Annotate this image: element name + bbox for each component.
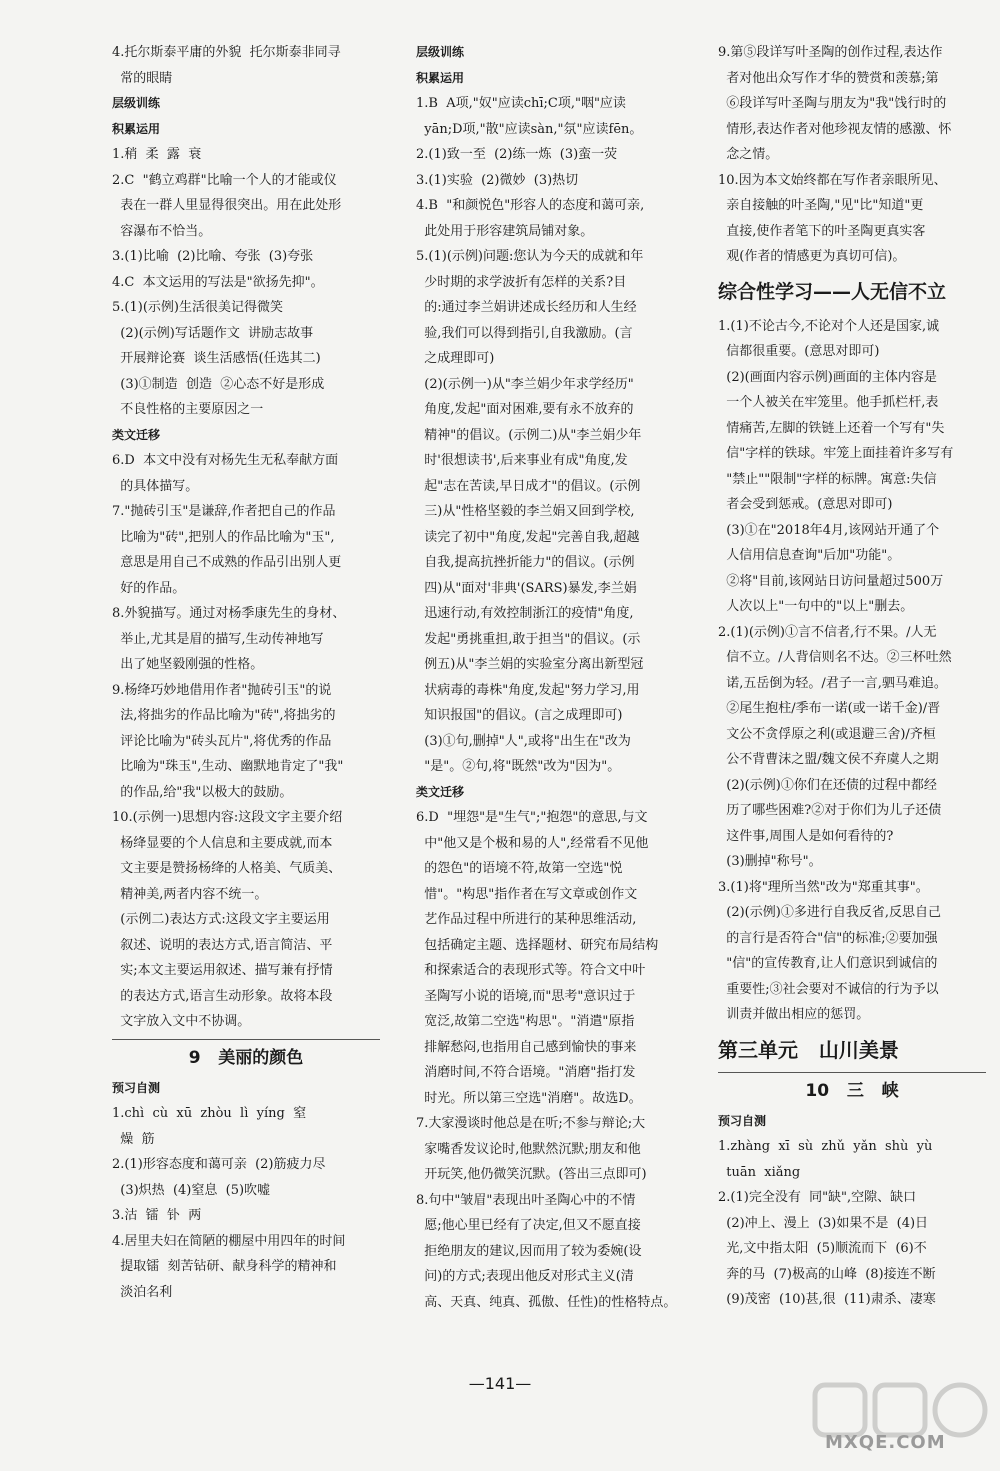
- text-line: 文主要是赞扬杨绛的人格美、气质美、: [112, 861, 342, 876]
- text-line: 例五)从"李兰娟的实验室分离出新型冠: [416, 657, 644, 672]
- text-line: 的:通过李兰娟讲述成长经历和人生经: [416, 300, 637, 315]
- text-line: ⑥段详写叶圣陶与朋友为"我"饯行时的: [718, 96, 947, 111]
- text-line: 情形,表达作者对他珍视友情的感激、怀: [718, 121, 952, 137]
- text-line: 者会受到惩戒。(意思对即可): [718, 497, 893, 512]
- text-line: 开玩笑,他仍微笑沉默。(答出三点即可): [416, 1167, 647, 1182]
- text-line: ②尾生抱柱/季布一诺(或一诺千金)/晋: [718, 701, 941, 716]
- text-line: 提取镭 刻苦钻研、献身科学的精神和: [112, 1259, 337, 1274]
- text-line: 四)从"面对'非典'(SARS)暴发,李兰娟: [416, 580, 637, 596]
- text-line: 评论比喻为"砖头瓦片",将优秀的作品: [112, 733, 332, 749]
- text-line: 信"字样的铁球。牢笼上面挂着许多写有: [718, 446, 954, 461]
- text-line: (2)(示例)①你们在还债的过程中都经: [718, 777, 937, 793]
- section-title: 综合性学习——人无信不立: [718, 280, 947, 303]
- text-line: 常的眼睛: [112, 70, 173, 86]
- text-line: "信"的宣传教育,让人们意识到诚信的: [718, 956, 938, 971]
- text-line: 4.居里夫妇在简陋的棚屋中用四年的时间: [112, 1233, 346, 1249]
- text-line: (3)删掉"称号"。: [718, 854, 822, 869]
- text-line: 包括确定主题、选择题材、研究布局结构: [416, 937, 659, 953]
- text-line: 的言行是否符合"信"的标准;②要加强: [718, 930, 938, 946]
- text-line: 问)的方式;表现出他反对形式主义(清: [416, 1269, 634, 1284]
- text-line: 的作品,给"我"以极大的鼓励。: [112, 784, 293, 800]
- text-line: 5.(1)(示例)生活很美记得微笑: [112, 300, 283, 315]
- text-line: 实;本文主要运用叙述、描写兼有抒情: [112, 963, 333, 978]
- text-line: 出了她坚毅刚强的性格。: [112, 657, 264, 672]
- text-line: 迅速行动,有效控制浙江的疫情"角度,: [416, 606, 634, 621]
- column-middle: [416, 40, 684, 1315]
- text-line: 亲自接触的叶圣陶,"见"比"知道"更: [718, 198, 924, 213]
- text-line: 7.大家漫谈时他总是在听;不参与辩论;大: [416, 1116, 646, 1131]
- text-line: 精神美,两者内容不统一。: [112, 886, 268, 902]
- text-line: 2.(1)形容态度和蔼可亲 (2)筋疲力尽: [112, 1157, 326, 1172]
- text-line: 这件事,周围人是如何看待的?: [718, 828, 894, 844]
- text-line: "禁止""限制"字样的标牌。寓意:失信: [718, 471, 937, 487]
- text-line: 比喻为"砖",把别人的作品比喻为"玉",: [112, 529, 335, 545]
- text-line: 3.(1)比喻 (2)比喻、夸张 (3)夸张: [112, 249, 314, 264]
- text-line: 2.C "鹤立鸡群"比喻一个人的才能或仪: [112, 172, 337, 188]
- text-line: 6.D "埋怨"是"生气";"抱怨"的意思,与文: [416, 810, 648, 825]
- text-line: (3)①在"2018年4月,该网站开通了个: [718, 522, 940, 538]
- text-line: 1.B A项,"奴"应读chī;C项,"咽"应读: [416, 96, 626, 111]
- text-line: 3.沽 镭 钋 两: [112, 1208, 202, 1223]
- text-line: 者对他出众写作才华的赞赏和羡慕;第: [718, 70, 939, 86]
- text-line: 的具体描写。: [112, 478, 199, 494]
- watermark-text: MXQE.COM: [825, 1432, 946, 1453]
- text-line: 10.(示例一)思想内容:这段文字主要介绍: [112, 810, 343, 825]
- text-line: 精神"的倡议。(示例二)从"李兰娟少年: [416, 427, 642, 443]
- text-line: 不良性格的主要原因之一: [112, 402, 264, 417]
- text-line: tuān xiǎng: [718, 1164, 801, 1180]
- text-line: 信都很重要。(意思对即可): [718, 344, 880, 359]
- text-line: 4.C 本文运用的写法是"欲扬先抑"。: [112, 274, 324, 290]
- text-line: 奔的马 (7)极高的山峰 (8)接连不断: [718, 1266, 936, 1282]
- text-line: (3)①制造 创造 ②心态不好是形成: [112, 376, 325, 392]
- text-line: 排解愁闷,也指用自己感到愉快的事来: [416, 1039, 637, 1055]
- text-line: 法,将拙劣的作品比喻为"砖",将拙劣的: [112, 708, 336, 723]
- section-heading: 层级训练: [416, 45, 465, 59]
- text-line: 和探索适合的表现形式等。符合文中叶: [416, 963, 646, 978]
- text-line: 艺作品过程中所进行的某种思维活动,: [416, 912, 637, 927]
- section-heading: 层级训练: [112, 96, 161, 110]
- text-line: 燥 筋: [112, 1131, 155, 1147]
- text-line: 文字放入文中不协调。: [112, 1014, 251, 1029]
- text-line: 1.chì cù xū zhòu lì yíng 窒: [112, 1106, 307, 1121]
- text-line: 直接,使作者笔下的叶圣陶更真实客: [718, 223, 926, 239]
- text-line: 1.稍 柔 露 衰: [112, 147, 202, 162]
- text-line: 2.(1)(示例)①言不信者,行不果。/人无: [718, 624, 937, 640]
- text-line: 2.(1)致一至 (2)练一炼 (3)蛮一荧: [416, 147, 618, 162]
- text-line: 自我,提高抗挫折能力"的倡议。(示例: [416, 555, 635, 570]
- lesson-9-title: 9 美丽的颜色: [112, 1039, 380, 1076]
- text-line: 时光。所以第三空选"消磨"。故选D。: [416, 1090, 642, 1106]
- text-line: 之成理即可): [416, 351, 495, 366]
- text-line: 10.因为本文始终都在写作者亲眼所见、: [718, 172, 947, 188]
- text-line: 消磨时间,不符合语境。"消磨"指打发: [416, 1065, 636, 1080]
- text-line: 文公不贪俘原之利(或退避三舍)/齐桓: [718, 726, 936, 742]
- text-line: 3.(1)将"理所当然"改为"郑重其事"。: [718, 879, 929, 895]
- text-line: 8.句中"皱眉"表现出叶圣陶心中的不情: [416, 1192, 636, 1208]
- text-line: yān;D项,"散"应读sàn,"氛"应读fēn。: [416, 121, 643, 137]
- text-line: (2)(示例)写话题作文 讲励志故事: [112, 325, 314, 341]
- text-line: 意思是用自己不成熟的作品引出别人更: [112, 555, 342, 570]
- text-line: 宽泛,故第二空选"构思"。"消遣"原指: [416, 1014, 635, 1029]
- text-line: 三)从"性格坚毅的李兰娟又回到学校,: [416, 504, 635, 519]
- text-line: 少时期的求学波折有怎样的关系?目: [416, 274, 627, 290]
- text-line: (9)茂密 (10)甚,很 (11)肃杀、凄寒: [718, 1292, 936, 1307]
- text-line: 举止,尤其是眉的描写,生动传神地写: [112, 631, 324, 647]
- unit-title: 第三单元 山川美景: [718, 1037, 899, 1062]
- text-line: 5.(1)(示例)问题:您认为今天的成就和年: [416, 249, 644, 264]
- text-line: 拒绝朋友的建议,因而用了较为委婉(设: [416, 1243, 642, 1259]
- text-line: ②将"目前,该网站日访问量超过500万: [718, 573, 944, 589]
- text-line: 4.托尔斯泰平庸的外貌 托尔斯泰非同寻: [112, 45, 341, 60]
- text-line: 此处用于形容建筑局铺对象。: [416, 223, 594, 239]
- column-right: [718, 40, 986, 1313]
- text-line: 惜"。"构思"指作者在写文章或创作文: [416, 886, 638, 902]
- text-line: 高、天真、纯真、孤傲、任性)的性格特点。: [416, 1294, 677, 1310]
- section-heading: 预习自测: [718, 1113, 767, 1128]
- text-line: 8.外貌描写。通过对杨季康先生的身材、: [112, 606, 346, 621]
- column-left: [112, 40, 380, 1305]
- text-line: 角度,发起"面对困难,要有永不放弃的: [416, 402, 634, 417]
- text-line: 读完了初中"角度,发起"完善自我,超越: [416, 529, 640, 545]
- text-line: 淡泊名利: [112, 1284, 173, 1300]
- text-line: 发起"勇挑重担,敢于担当"的倡议。(示: [416, 631, 641, 647]
- text-line: 家嘴香发议论时,他默然沉默;朋友和他: [416, 1141, 641, 1157]
- text-line: 公不背曹沫之盟/魏文侯不弃虞人之期: [718, 752, 939, 767]
- text-line: 开展辩论赛 谈生活感悟(任选其二): [112, 351, 321, 366]
- text-line: 时'很想读书',后来事业有成"角度,发: [416, 453, 628, 468]
- text-line: (2)(示例一)从"李兰娟少年求学经历": [416, 376, 634, 392]
- text-line: 杨绛显要的个人信息和主要成就,而本: [112, 835, 333, 851]
- text-line: 愿;他心里已经有了决定,但又不愿直接: [416, 1218, 641, 1233]
- text-line: 3.(1)实验 (2)微妙 (3)热切: [416, 172, 579, 188]
- text-line: 验,我们可以得到指引,自我激励。(言: [416, 325, 633, 341]
- section-heading: 预习自测: [112, 1080, 161, 1095]
- text-line: 训责并做出相应的惩罚。: [718, 1007, 870, 1022]
- section-heading: 类文迁移: [416, 784, 465, 799]
- text-line: (2)(示例)①多进行自我反省,反思自己: [718, 905, 941, 920]
- text-line: 4.B "和颜悦色"形容人的态度和蔼可亲,: [416, 198, 645, 213]
- text-line: 光,文中指太阳 (5)顺流而下 (6)不: [718, 1241, 927, 1256]
- text-line: (3)①句,删掉"人",或将"出生在"改为: [416, 733, 631, 749]
- text-line: 信不立。/人背信则名不达。②三杯吐然: [718, 650, 952, 665]
- text-line: 容瀑布不恰当。: [112, 223, 212, 239]
- text-line: 的怨色"的语境不符,故第一空选"悦: [416, 861, 623, 876]
- section-heading: 积累运用: [416, 70, 465, 85]
- text-line: 叙述、说明的表达方式,语言简洁、平: [112, 937, 333, 953]
- text-line: "是"。②句,将"既然"改为"因为"。: [416, 759, 621, 774]
- text-line: 比喻为"珠玉",生动、幽默地肯定了"我": [112, 759, 344, 774]
- text-line: (示例二)表达方式:这段文字主要运用: [112, 912, 330, 927]
- text-line: (2)冲上、漫上 (3)如果不是 (4)日: [718, 1215, 929, 1231]
- text-line: 历了哪些困难?②对于你们为儿子还债: [718, 803, 942, 818]
- text-line: 一个人被关在牢笼里。他手抓栏杆,表: [718, 395, 939, 410]
- text-line: 1.(1)不论古今,不论对个人还是国家,诚: [718, 318, 940, 334]
- text-line: 状病毒的毒株"角度,发起"努力学习,用: [416, 682, 640, 698]
- text-line: 的表达方式,语言生动形象。故将本段: [112, 988, 333, 1004]
- text-line: 中"他又是个极和易的人",经常看不见他: [416, 835, 649, 851]
- page-number: —141—: [468, 1374, 532, 1393]
- section-heading: 积累运用: [112, 121, 161, 136]
- text-line: 7."抛砖引玉"是谦辞,作者把自己的作品: [112, 504, 336, 519]
- text-line: 情痛苦,左脚的铁链上还着一个写有"失: [718, 420, 945, 436]
- text-line: 重要性;③社会要对不诚信的行为予以: [718, 981, 939, 997]
- text-line: 知识报国"的倡议。(言之成理即可): [416, 708, 623, 723]
- text-line: 2.(1)完全没有 同"缺",空隙、缺口: [718, 1190, 917, 1205]
- text-line: (3)炽热 (4)窒息 (5)吹嘘: [112, 1182, 271, 1198]
- text-line: 观(作者的情感更为真切可信)。: [718, 249, 906, 264]
- text-line: 人次以上"一句中的"以上"删去。: [718, 599, 914, 614]
- text-line: 圣陶写小说的语境,而"思考"意识过于: [416, 988, 636, 1004]
- text-line: 诺,五岳倒为轻。/君子一言,驷马难追。: [718, 675, 947, 691]
- lesson-10-title: 10 三 峡: [718, 1072, 986, 1109]
- text-line: 好的作品。: [112, 580, 186, 596]
- text-line: 人信用信息查询"后加"功能"。: [718, 548, 901, 563]
- text-line: (2)(画面内容示例)画面的主体内容是: [718, 369, 937, 385]
- section-heading: 类文迁移: [112, 427, 161, 442]
- text-line: 1.zhàng xī sù zhǔ yǎn shù yù: [718, 1139, 933, 1154]
- text-line: 念之情。: [718, 147, 779, 162]
- text-line: 表在一群人里显得很突出。用在此处形: [112, 198, 342, 213]
- text-line: 9.第⑤段详写叶圣陶的创作过程,表达作: [718, 45, 943, 60]
- text-line: 起"志在苦读,早日成才"的倡议。(示例: [416, 478, 641, 494]
- text-line: 9.杨绛巧妙地借用作者"抛砖引玉"的说: [112, 682, 332, 698]
- text-line: 6.D 本文中没有对杨先生无私奉献方面: [112, 453, 339, 468]
